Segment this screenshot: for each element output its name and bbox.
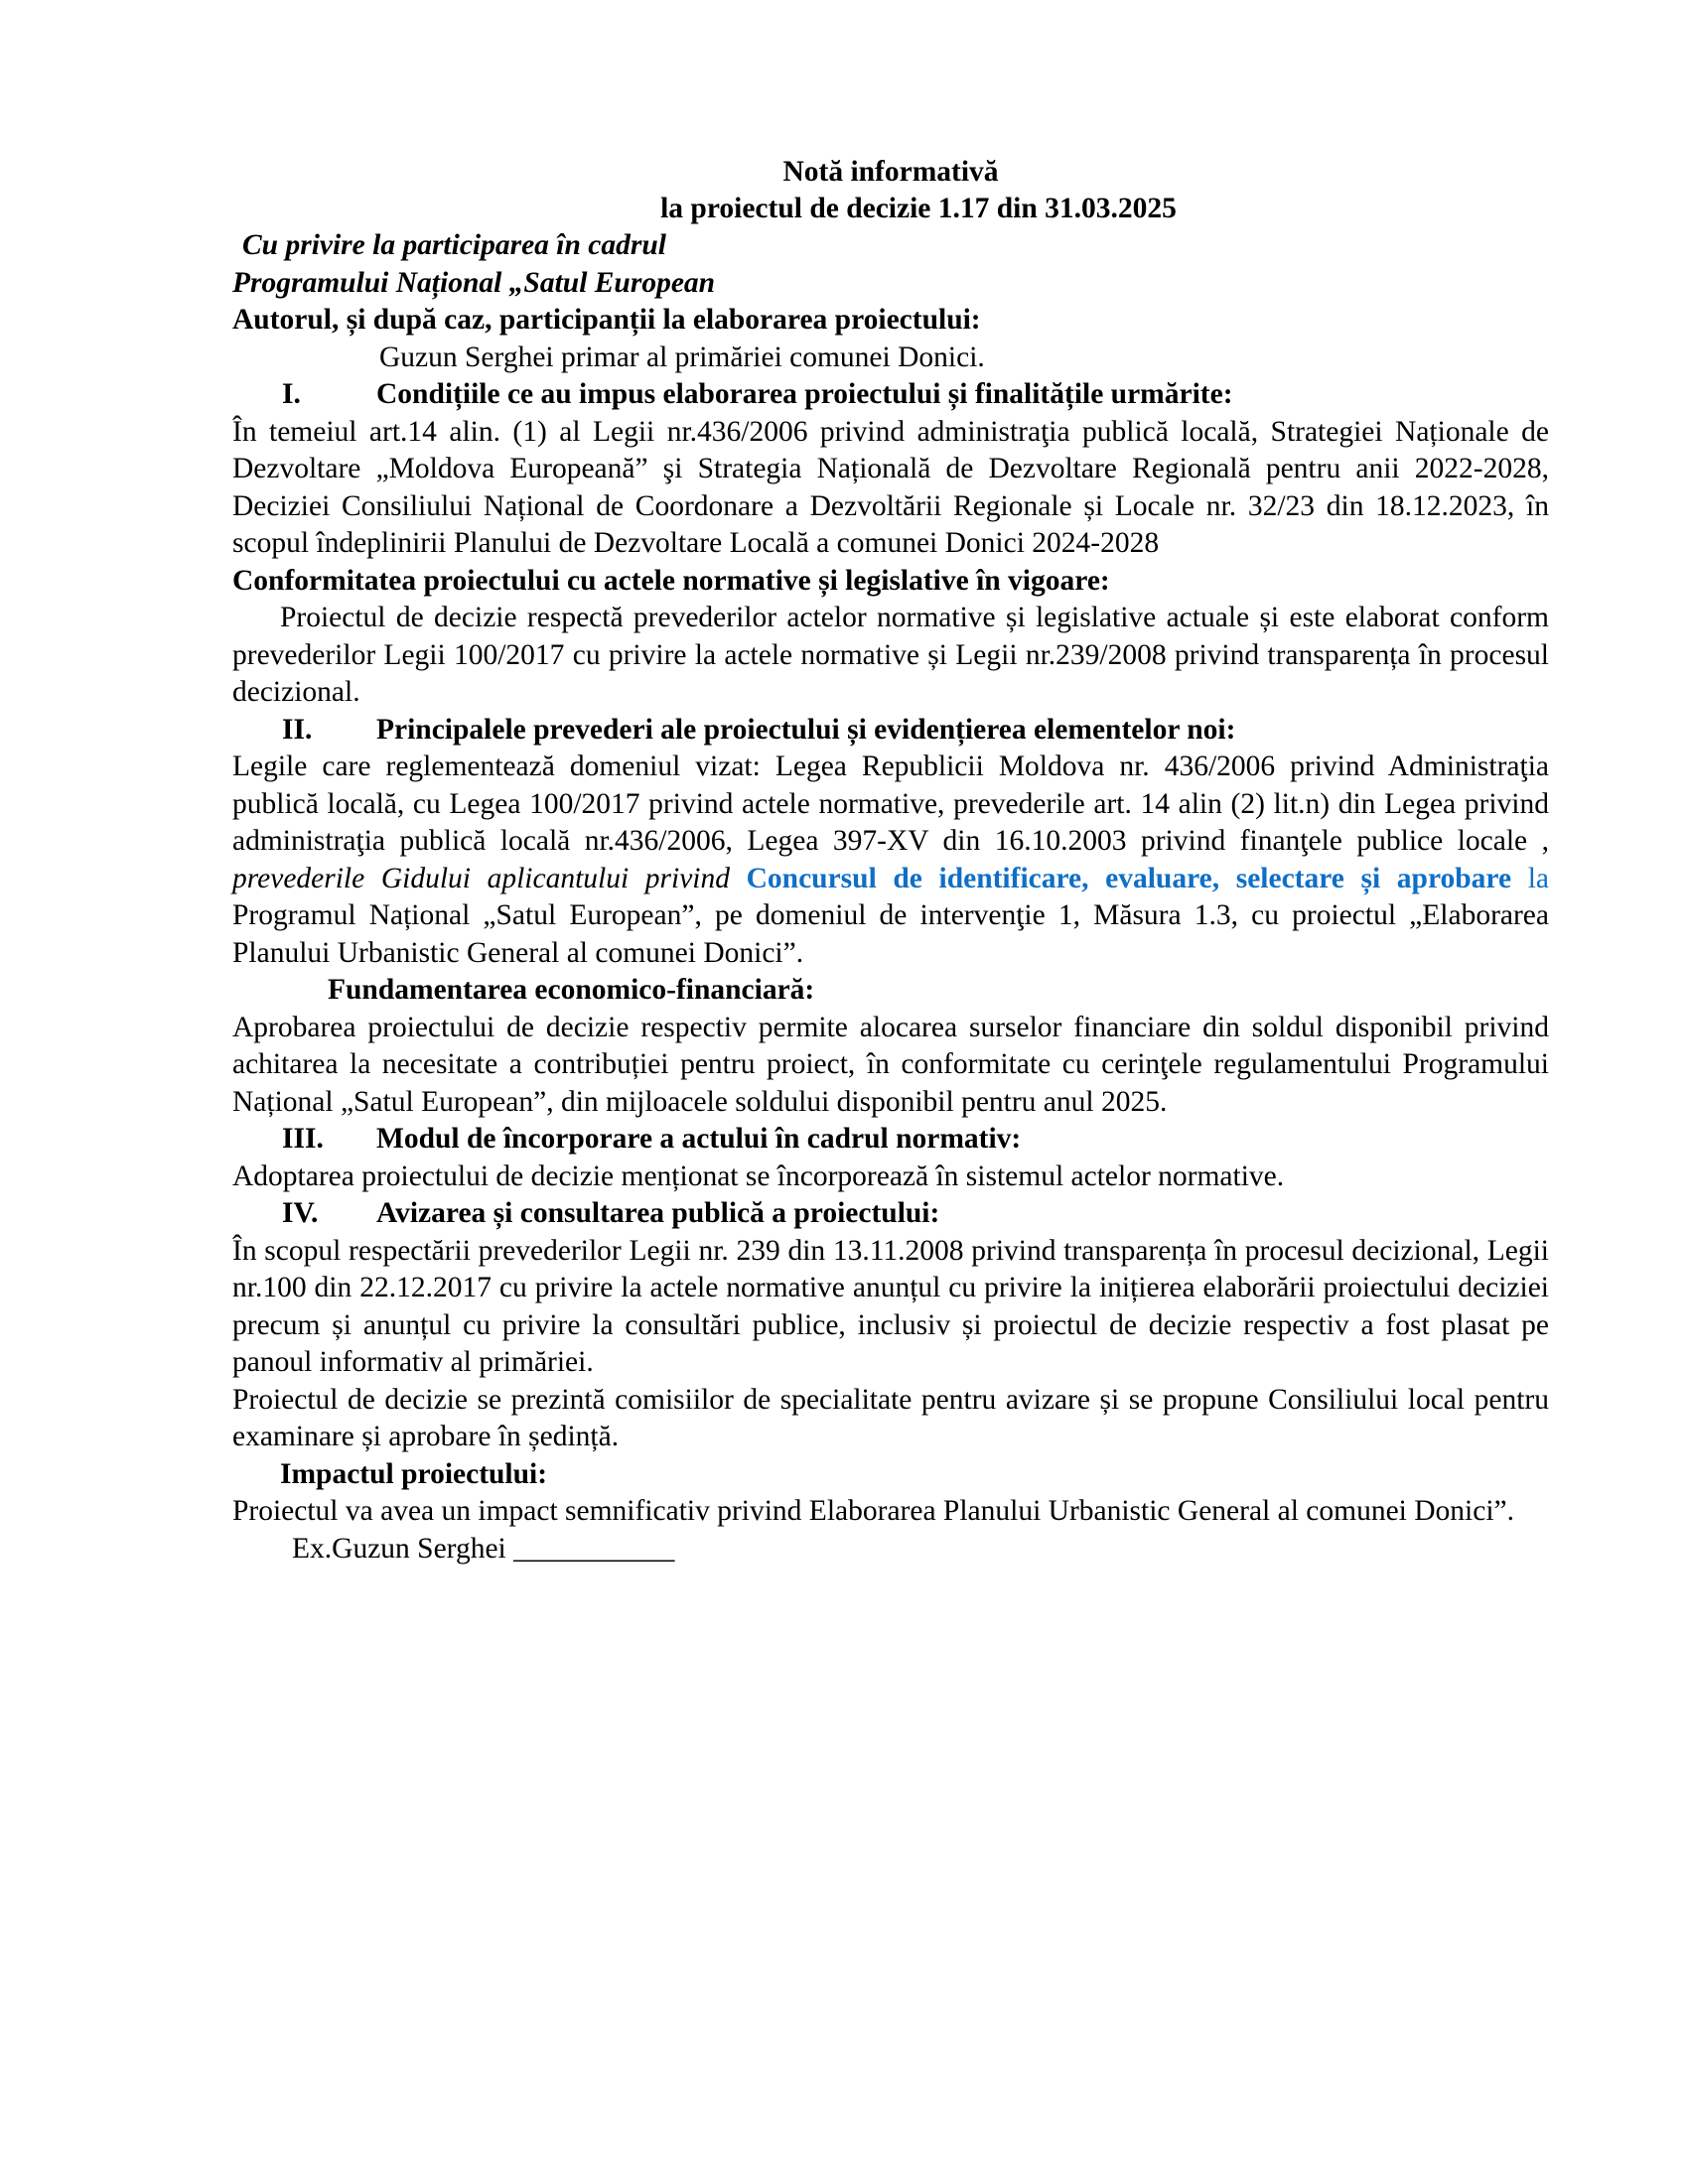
conformity-heading: Conformitatea proiectului cu actele normative și legislative în vigoare: xyxy=(232,564,1110,597)
section-4-body-2: Proiectul de decizie se prezintă comisiilor de specialitate pentru avizare și se propune Consiliului local pentru examinare și aprobare în ședință. xyxy=(232,1383,1549,1452)
section-1-body: În temeiul art.14 alin. (1) al Legii nr.436/2006 privind administraţia publică locală, Strategiei Naționale de Dezvoltare „Moldova Europeană” şi Strategia Națională de Dezvoltare Regională pentru anii 2022-2028, Deciziei Consiliului Național de Coordonare a Dezvoltării Regionale și Locale nr. 32/23 din 18.12.2023, în scopul îndeplinirii Planului de Dezvoltare Locală a comunei Donici 2024-2028 xyxy=(232,415,1549,559)
section-number: III. xyxy=(282,1123,324,1155)
section-number: IV. xyxy=(282,1197,319,1229)
section-title: Modul de încorporare a actului în cadrul normativ: xyxy=(376,1123,1022,1155)
fundamentation-body: Aprobarea proiectului de decizie respectiv permite alocarea surselor financiare din soldul disponibil privind achitarea la necesitate a contribuției pentru proiect, în conformitate cu cerinţele regulamentului Programului Național „Satul European”, din mijloacele soldului disponibil pentru anul 2025. xyxy=(232,1011,1549,1118)
section-2-text-cont: Programul Național „Satul European”, pe domeniul de intervenţie 1, Măsura 1.3, cu proiectul „Elaborarea Planului Urbanistic General al comunei Donici”. xyxy=(232,899,1549,969)
section-1-heading xyxy=(232,376,1549,414)
authors-name: Guzun Serghei primar al primăriei comunei Donici. xyxy=(379,341,985,373)
section-number: I. xyxy=(282,378,301,410)
subject-line-1: Cu privire la participarea în cadrul xyxy=(242,229,666,261)
section-4-body-1: În scopul respectării prevederilor Legii nr. 239 din 13.11.2008 privind transparența în procesul decizional, Legii nr.100 din 22.12.2017 cu privire la actele normative anunțul cu privire la inițierea elaborării proiectului deciziei precum și anunțul cu privire la consultări publice, inclusiv și proiectul de decizie respectiv a fost plasat pe panoul informativ al primăriei. xyxy=(232,1234,1549,1378)
document-subtitle: la proiectul de decizie 1.17 din 31.03.2025 xyxy=(660,193,1177,224)
section-title: Principalele prevederi ale proiectului și evidențierea elementelor noi: xyxy=(376,713,1236,746)
document-page xyxy=(232,154,1549,1568)
section-title: Condițiile ce au impus elaborarea proiectului și finalitățile urmărite: xyxy=(376,378,1233,410)
authors-heading: Autorul, și după caz, participanții la elaborarea proiectului: xyxy=(232,304,981,336)
section-number: II. xyxy=(282,713,313,746)
impact-heading: Impactul proiectului: xyxy=(280,1457,548,1490)
document-title: Notă informativă xyxy=(782,156,999,188)
section-3-body: Adoptarea proiectului de decizie menționat se încorporează în sistemul actelor normative. xyxy=(232,1160,1285,1192)
section-title: Avizarea și consultarea publică a proiectului: xyxy=(376,1197,940,1229)
section-2-heading xyxy=(232,712,1549,750)
contest-link-suffix: la xyxy=(1511,862,1549,894)
impact-body: Proiectul va avea un impact semnificativ privind Elaborarea Planului Urbanistic General al comunei Donici”. xyxy=(232,1495,1514,1527)
fundamentation-heading: Fundamentarea economico-financiară: xyxy=(328,974,815,1006)
signature-line: Ex.Guzun Serghei ___________ xyxy=(292,1532,675,1565)
section-4-heading xyxy=(232,1195,1549,1233)
contest-link-text: Concursul de identificare, evaluare, selectare și aprobare xyxy=(746,862,1512,894)
conformity-body: Proiectul de decizie respectă prevederilor actelor normative și legislative actuale și este elaborat conform prevederilor Legii 100/2017 cu privire la actele normative și Legii nr.239/2008 privind transparența în procesul decizional. xyxy=(232,602,1549,708)
subject-line-2: Programului Național „Satul European xyxy=(232,266,716,299)
section-3-heading xyxy=(232,1121,1549,1159)
section-2-text: Legile care reglementează domeniul vizat: Legea Republicii Moldova nr. 436/2006 privind Administraţia publică locală, cu Legea 100/2017 privind actele normative, prevederile art. 14 alin (2) lit.n) din Legea privind administraţia publică locală nr.436/2006, Legea 397-XV din 16.10.2003 privind finanţele publice locale , xyxy=(232,751,1549,857)
section-2-body xyxy=(232,749,1549,972)
section-2-italic-text: prevederile Gidului aplicantului privind xyxy=(232,862,747,894)
